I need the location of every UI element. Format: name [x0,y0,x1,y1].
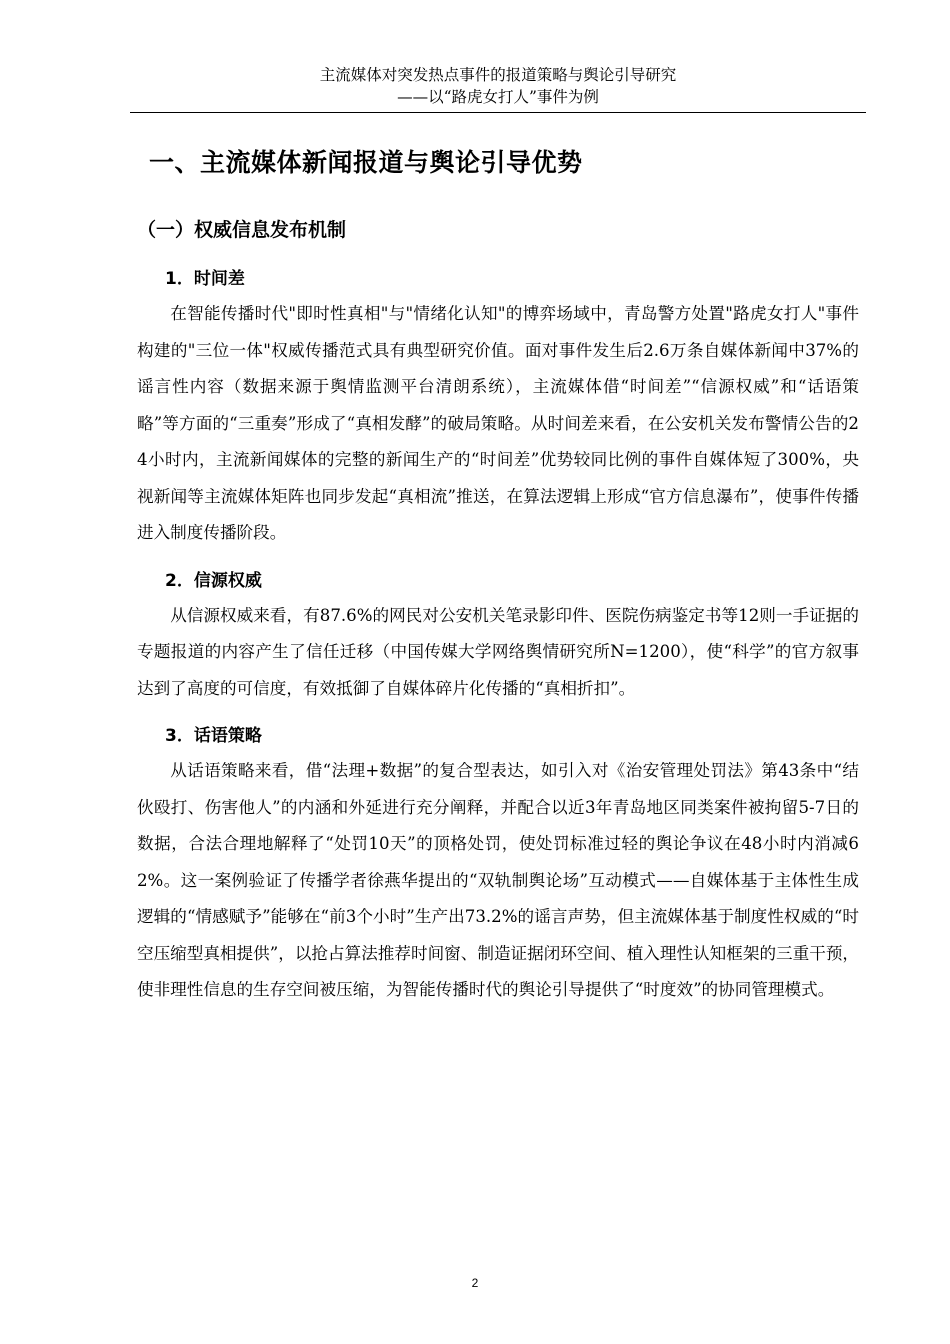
point-title-source-authority: 2．信源权威 [165,570,262,591]
point-title-time-difference: 1．时间差 [165,269,245,289]
paragraph-time-difference: 在智能传播时代"即时性真相"与"情绪化认知"的博弈场域中，青岛警方处置"路虎女打人"事件构建的"三位一体"权威传播范式具有典型研究价值。面对事件发生后2.6万条自媒体新闻中37%的谣言性内容（数据来源于舆情监测平台清朗系统），主流媒体借“时间差”“信源权威”和“话语策略”等方面的“三重奏”形成了“真相发酵”的破局策略。从时间差来看，在公安机关发布警情公告的24小时内，主流新闻媒体的完整的新闻生产的“时间差”优势较同比例的事件自媒体短了300%，央视新闻等主流媒体矩阵也同步发起“真相流”推送，在算法逻辑上形成“官方信息瀑布”，使事件传播进入制度传播阶段。 [137,304,859,542]
page-number: 2 [471,1276,479,1290]
header-divider [130,112,866,113]
header-title: 主流媒体对突发热点事件的报道策略与舆论引导研究 [319,66,677,84]
paragraph-discourse-strategy: 从话语策略来看，借“法理+数据”的复合型表达，如引入对《治安管理处罚法》第43条中“结伙殴打、伤害他人”的内涵和外延进行充分阐释，并配合以近3年青岛地区同类案件被拘留5-7日的数据，合法合理地解释了“处罚10天”的顶格处罚，使处罚标准过轻的舆论争议在48小时内消减62%。这一案例验证了传播学者徐燕华提出的“双轨制舆论场”互动模式——自媒体基于主体性生成逻辑的“情感赋予”能够在“前3个小时”生产出73.2%的谣言声势，但主流媒体基于制度性权威的“时空压缩型真相提供”，以抢占算法推荐时间窗、制造证据闭环空间、植入理性认知框架的三重干预，使非理性信息的生存空间被压缩，为智能传播时代的舆论引导提供了“时度效”的协同管理模式。 [137,761,860,999]
section-title: 一、主流媒体新闻报道与舆论引导优势 [149,148,583,177]
page-content [137,140,859,1009]
running-header [130,64,866,108]
paragraph-source-authority: 从信源权威来看，有87.6%的网民对公安机关笔录影印件、医院伤病鉴定书等12则一手证据的专题报道的内容产生了信任迁移（中国传媒大学网络舆情研究所N=1200），使“科学”的官方叙事达到了高度的可信度，有效抵御了自媒体碎片化传播的“真相折扣”。 [137,605,859,698]
point-title-discourse-strategy: 3．话语策略 [165,726,262,746]
subsection-title: （一）权威信息发布机制 [137,219,347,241]
header-subtitle: ——以“路虎女打人”事件为例 [397,88,599,106]
